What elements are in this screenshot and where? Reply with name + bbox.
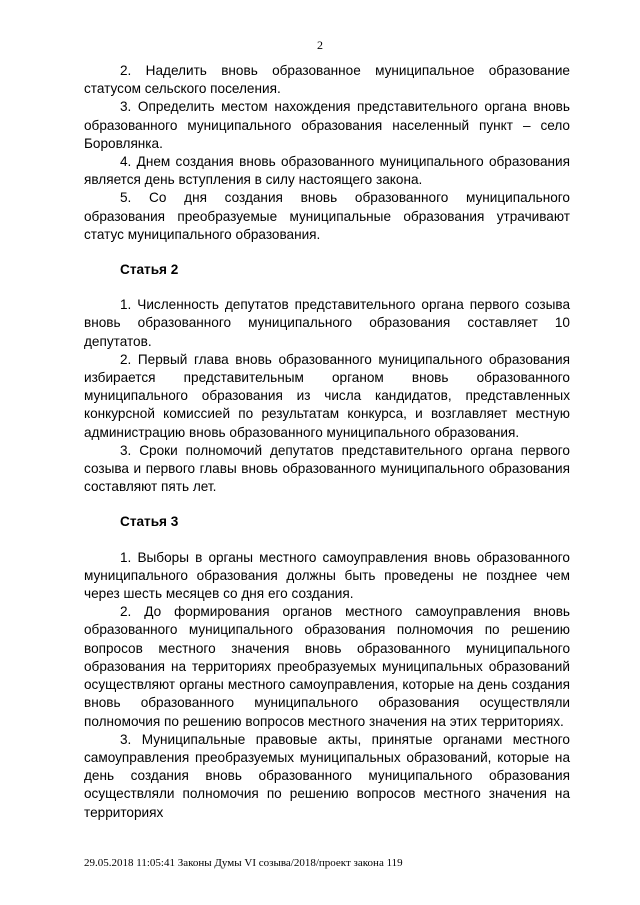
paragraph: 5. Со дня создания вновь образованного муниципального образования преобразуемые муниципальные образования утрачивают статус муниципального образования. (84, 190, 570, 242)
page-number: 2 (317, 38, 323, 52)
paragraph: 3. Сроки полномочий депутатов представительного органа первого созыва и первого главы вновь образованного муниципального образования составляют пять лет. (84, 442, 570, 495)
paragraph: 2. Первый глава вновь образованного муниципального образования избирается представительным органом вновь образованного муниципального образования из числа кандидатов, представленных конкурсной комиссией по результатам конкурса, и возглавляет местную администрацию вновь образованного муниципального образования. (84, 351, 570, 440)
paragraph: 2. До формирования органов местного самоуправления вновь образованного муниципального образования полномочия по решению вопросов местного значения вновь образованного муниципального образования на территориях преобразуемых муниципальных образований осуществляют органы местного самоуправления, которые на день создания вновь образованного муниципального образования осуществляли полномочия по решению вопросов местного значения на этих территориях. (84, 604, 570, 729)
paragraph: 2. Наделить вновь образованное муниципальное образование статусом сельского поселения. (84, 63, 570, 97)
paragraph: 4. Днем создания вновь образованного муниципального образования является день вступления в силу настоящего закона. (84, 154, 570, 188)
paragraph: 1. Выборы в органы местного самоуправления вновь образованного муниципального образования должны быть проведены не позднее чем через шесть месяцев со дня его создания. (84, 549, 570, 602)
article-3-title: Статья 3 (120, 514, 179, 530)
document-footer: 29.05.2018 11:05:41 Законы Думы VI созыва/2018/проект закона 119 (84, 857, 403, 869)
paragraph: 1. Численность депутатов представительного органа первого созыва вновь образованного муниципального образования составляет 10 депутатов. (84, 297, 570, 349)
article-2-title: Статья 2 (120, 262, 179, 278)
document-body (84, 62, 570, 822)
paragraph: 3. Муниципальные правовые акты, принятые органами местного самоуправления преобразуемых муниципальных образований, которые на день создания вновь образованного муниципального образования осуществляли полномочия по решению вопросов местного значения на территориях (84, 731, 570, 820)
paragraph: 3. Определить местом нахождения представительного органа вновь образованного муниципального образования населенный пункт – село Боровлянка. (84, 99, 570, 151)
